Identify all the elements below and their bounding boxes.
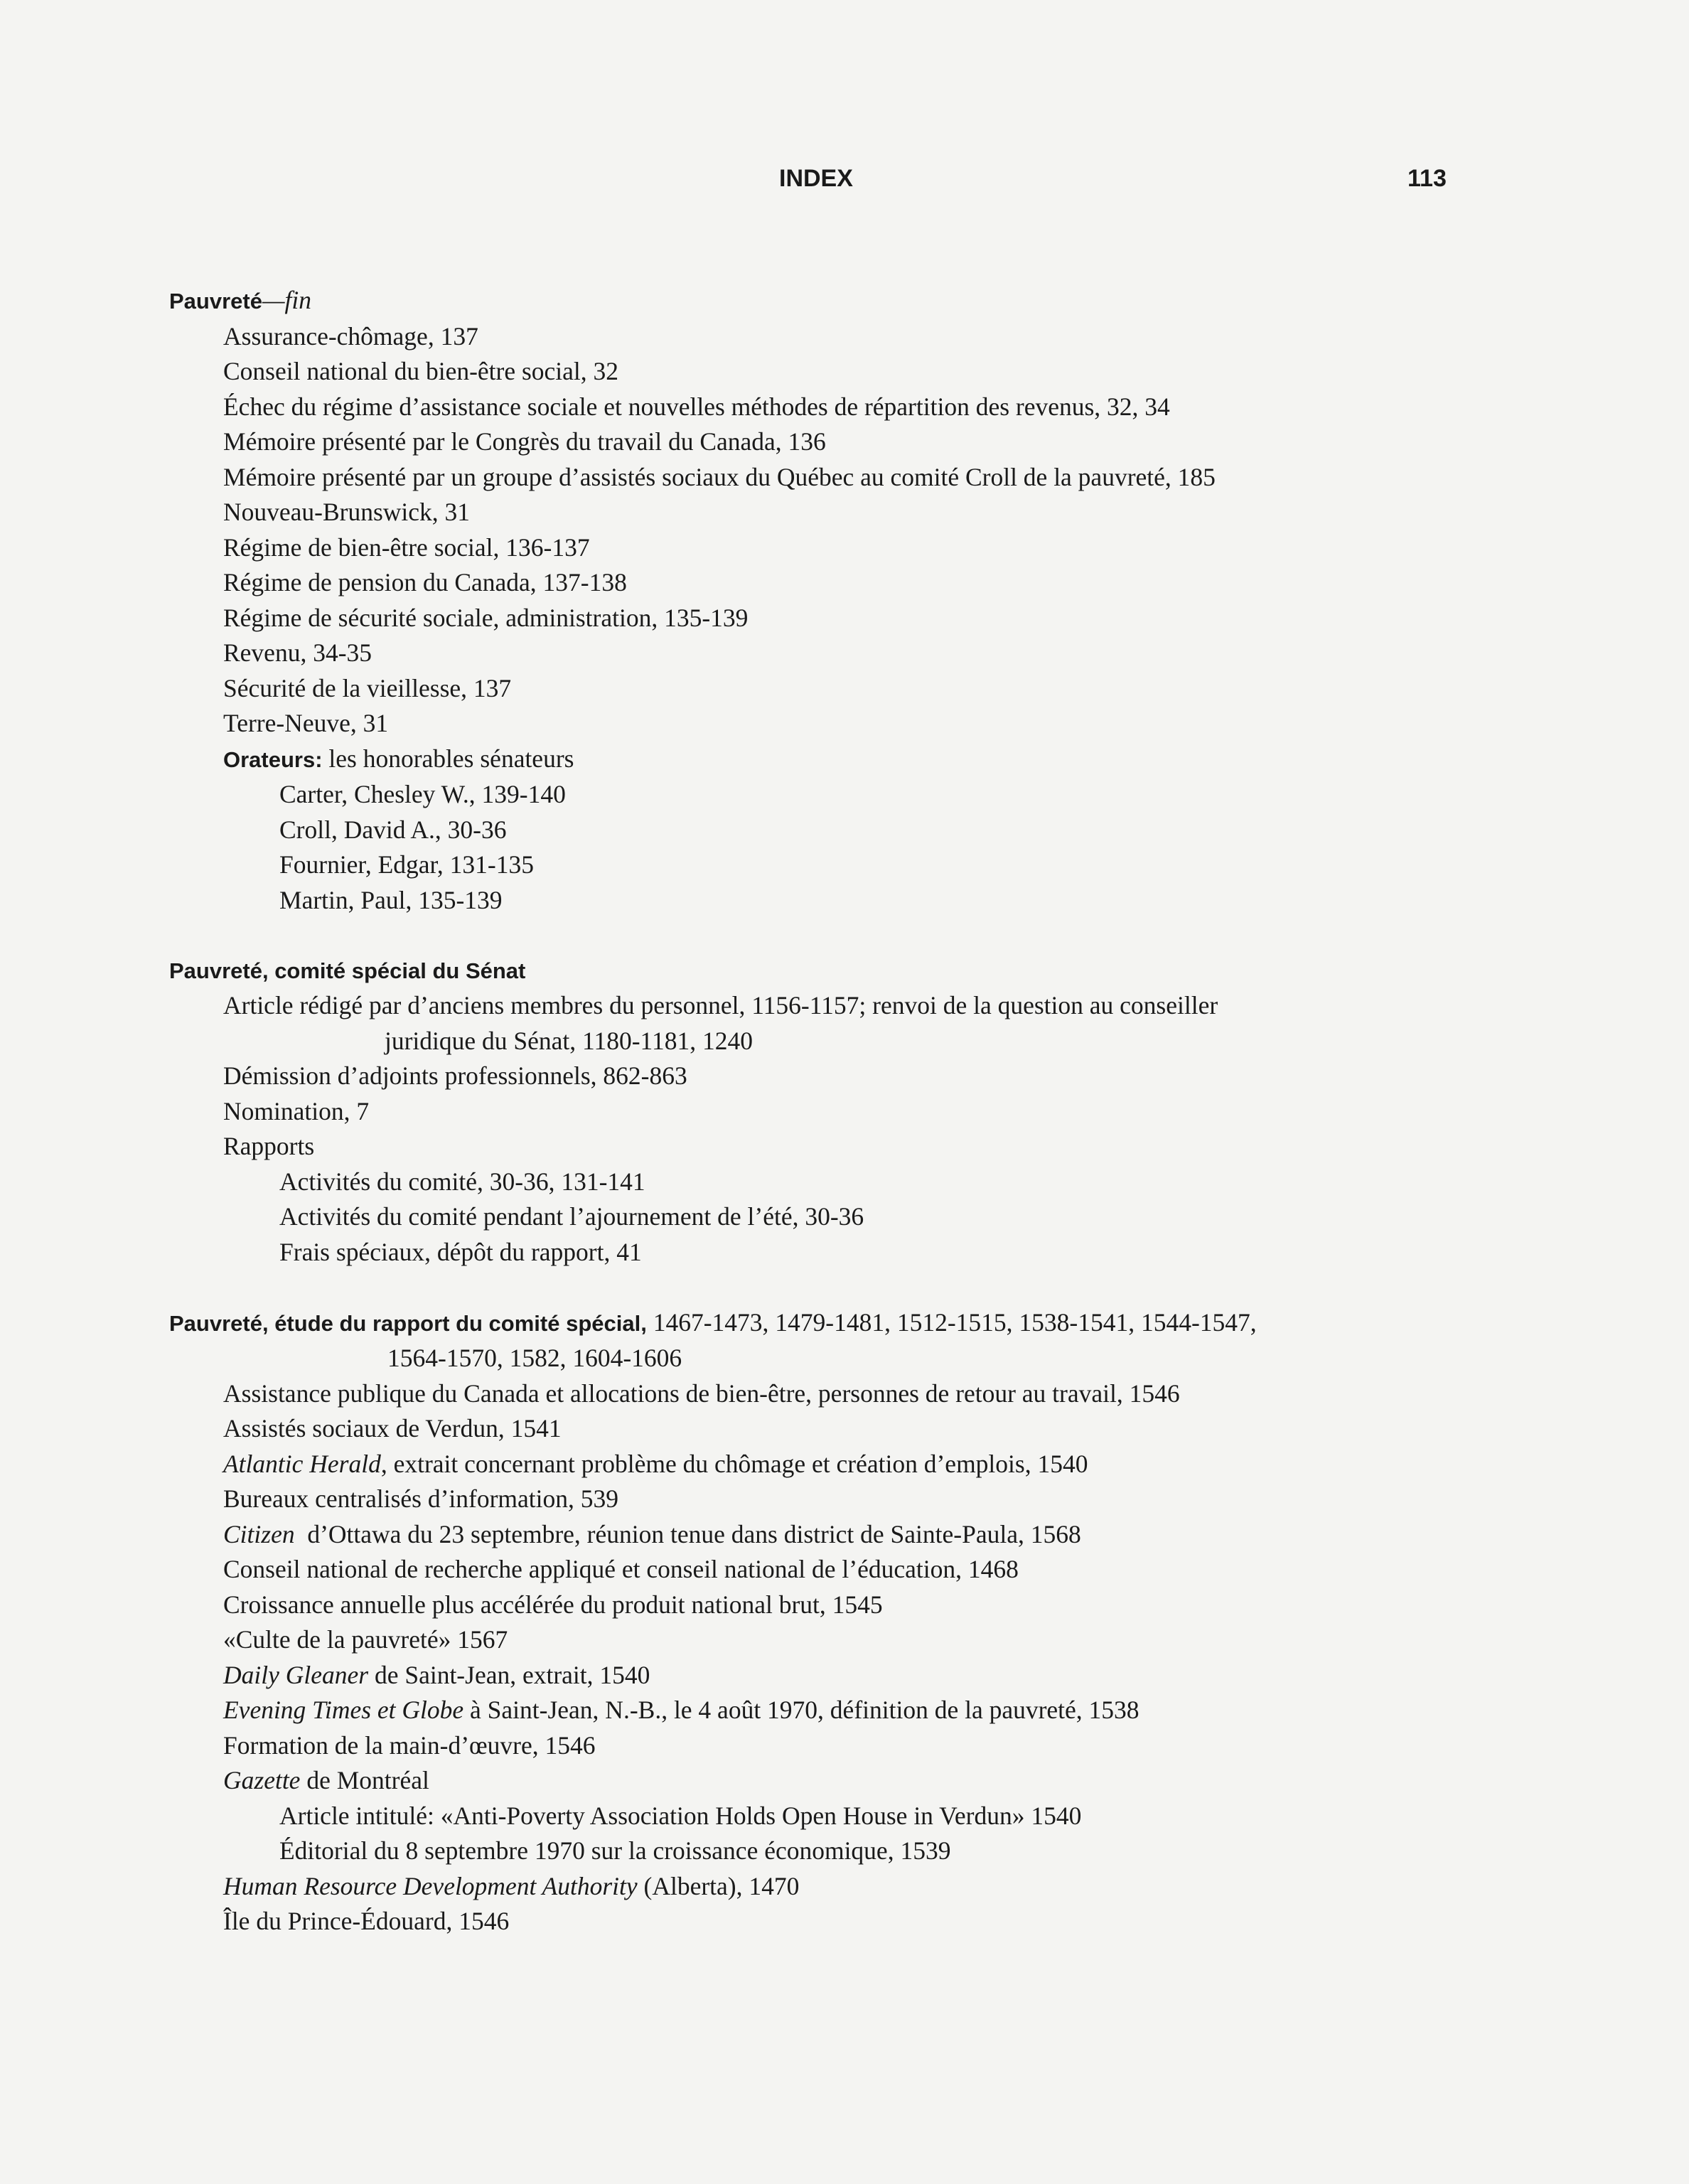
subentry: Régime de pension du Canada, 137-138 — [223, 568, 627, 596]
subentry-text: (Alberta), 1470 — [637, 1871, 800, 1900]
sub-subentry: Martin, Paul, 135-139 — [279, 885, 503, 914]
header-title: INDEX — [779, 165, 853, 192]
subentry: Mémoire présenté par le Congrès du travail du Canada, 136 — [223, 427, 826, 456]
subentry: Assistance publique du Canada et allocations de bien-être, personnes de retour au travail, 1546 — [223, 1379, 1180, 1408]
heading-suffix: —fin — [262, 286, 312, 314]
subentry: Rapports — [223, 1132, 315, 1160]
subentry: Sécurité de la vieillesse, 137 — [223, 673, 512, 702]
subentry: Démission d’adjoints professionnels, 862-863 — [223, 1061, 687, 1090]
sub-subentry: Carter, Chesley W., 139-140 — [279, 780, 566, 808]
sub-subentry: Croll, David A., 30-36 — [279, 815, 507, 844]
sub-subentry: Frais spéciaux, dépôt du rapport, 41 — [279, 1237, 642, 1266]
page-number: 113 — [1408, 165, 1447, 192]
subentry: Régime de sécurité sociale, administration, 135-139 — [223, 603, 749, 632]
subentry: Croissance annuelle plus accélérée du produit national brut, 1545 — [223, 1590, 883, 1619]
publication-title: Citizen — [223, 1519, 295, 1548]
publication-title: Atlantic Herald — [223, 1449, 381, 1478]
subentry: Revenu, 34-35 — [223, 638, 372, 667]
subentry: Conseil national de recherche appliqué et conseil national de l’éducation, 1468 — [223, 1555, 1019, 1583]
sub-subentry: Fournier, Edgar, 131-135 — [279, 850, 534, 879]
publication-title: Evening Times et Globe — [223, 1696, 464, 1724]
sub-subentry: Éditorial du 8 septembre 1970 sur la croissance économique, 1539 — [279, 1836, 951, 1865]
subentry — [169, 1869, 1520, 1905]
subentry-orateurs — [169, 742, 1520, 778]
subentry: Article rédigé par d’anciens membres du personnel, 1156-1157; renvoi de la question au conseiller — [223, 991, 1218, 1019]
orateurs-label: Orateurs: — [223, 746, 323, 772]
entry-heading — [169, 283, 1520, 319]
index-content — [169, 283, 1520, 1939]
subentry — [169, 1693, 1520, 1728]
subentry: Bureaux centralisés d’information, 539 — [223, 1484, 619, 1513]
subentry: Échec du régime d’assistance sociale et nouvelles méthodes de répartition des revenus, 32, 34 — [223, 392, 1170, 421]
subentry: Régime de bien-être social, 136-137 — [223, 532, 590, 562]
subentry: Assurance-chômage, 137 — [223, 321, 478, 350]
subentry-text: d’Ottawa du 23 septembre, réunion tenue dans district de Sainte-Paula, 1568 — [294, 1519, 1081, 1548]
subentry — [169, 1447, 1520, 1482]
subentry: Nouveau-Brunswick, 31 — [223, 498, 471, 526]
subentry: Conseil national du bien-être social, 32 — [223, 357, 619, 385]
sub-subentry: Article intitulé: «Anti-Poverty Association Holds Open House in Verdun» 1540 — [279, 1801, 1082, 1830]
publication-title: Daily Gleaner — [223, 1660, 369, 1689]
subentry: Nomination, 7 — [223, 1096, 370, 1125]
entry-heading: Pauvreté, comité spécial du Sénat — [169, 958, 526, 983]
subentry: Terre-Neuve, 31 — [223, 709, 389, 737]
sub-subentry: Activités du comité, 30-36, 131-141 — [279, 1167, 645, 1196]
index-entry-pauvrete — [169, 283, 1520, 918]
subentry-text: , extrait concernant problème du chômage et création d’emplois, 1540 — [380, 1449, 1088, 1478]
subentry-text: de Saint-Jean, extrait, 1540 — [368, 1660, 650, 1689]
publication-title: Human Resource Development Authority — [223, 1871, 638, 1900]
sub-subentry: Activités du comité pendant l’ajournement de l’été, 30-36 — [279, 1202, 864, 1231]
entry-heading — [169, 1305, 1520, 1342]
orateurs-rest: les honorables sénateurs — [322, 744, 574, 773]
subentry: Assistés sociaux de Verdun, 1541 — [223, 1414, 562, 1442]
subentry: Mémoire présenté par un groupe d’assistés sociaux du Québec au comité Croll de la pauvreté, 185 — [223, 462, 1216, 491]
subentry-text: à Saint-Jean, N.-B., le 4 août 1970, définition de la pauvreté, 1538 — [463, 1696, 1140, 1724]
publication-title: Gazette — [223, 1766, 301, 1794]
subentry: «Culte de la pauvreté» 1567 — [223, 1625, 508, 1654]
subentry — [169, 1658, 1520, 1693]
heading-continuation: 1564-1570, 1582, 1604-1606 — [387, 1344, 682, 1372]
subentry-continuation: juridique du Sénat, 1180-1181, 1240 — [385, 1026, 753, 1055]
subentry: Formation de la main-d’œuvre, 1546 — [223, 1730, 596, 1760]
index-entry-etude-rapport — [169, 1305, 1520, 1939]
heading-text: Pauvreté, étude du rapport du comité spécial, — [169, 1310, 647, 1336]
index-entry-comite-special — [169, 953, 1520, 1270]
subentry — [169, 1517, 1520, 1553]
heading-text: Pauvreté — [169, 289, 262, 314]
heading-pages: 1467-1473, 1479-1481, 1512-1515, 1538-1541, 1544-1547, — [646, 1307, 1257, 1337]
subentry-text: de Montréal — [300, 1766, 429, 1794]
subentry — [169, 1763, 1520, 1799]
subentry: Île du Prince-Édouard, 1546 — [223, 1907, 510, 1935]
